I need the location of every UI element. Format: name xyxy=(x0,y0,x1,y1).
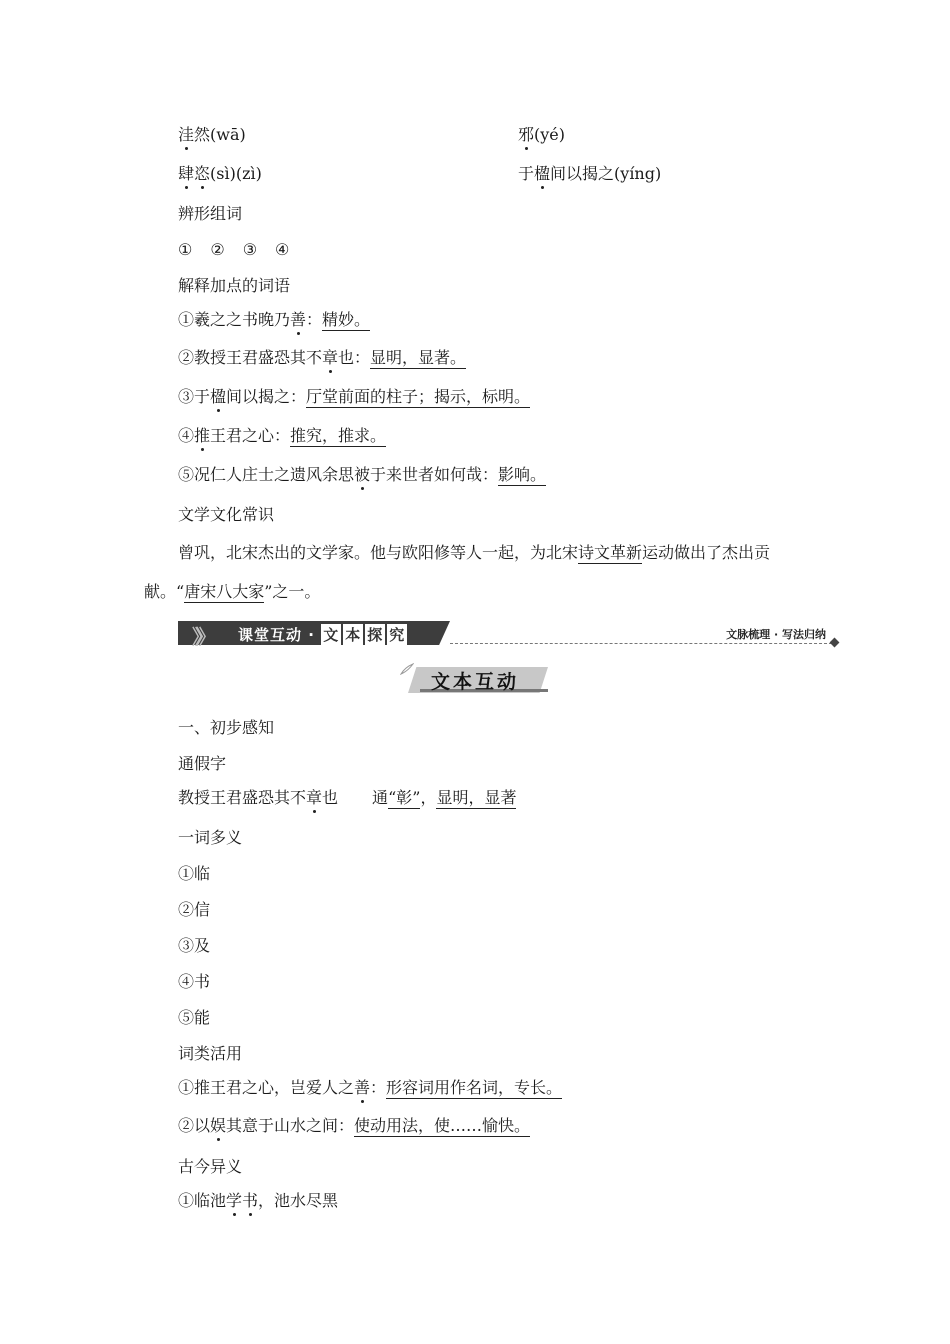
banner-sep: · xyxy=(308,626,315,644)
answer: 厅堂前面的柱子；揭示，标明。 xyxy=(306,387,531,406)
chubu-heading: 一、初步感知 xyxy=(178,718,275,737)
chevron-icon: 》》 xyxy=(192,625,210,649)
section-banner xyxy=(178,619,838,647)
circle-number: ② xyxy=(210,240,225,259)
dotted-char: 书 xyxy=(242,1191,259,1210)
para-text: 曾巩，北宋杰出的文学家。他与欧阳修等人一起，为北宋 xyxy=(178,543,579,562)
banner-title-char: 究 xyxy=(389,626,406,644)
pron-text: 然(wā) xyxy=(194,125,246,144)
jieshi-item-1 xyxy=(178,310,370,330)
item-text: 于来世者如何哉： xyxy=(370,465,499,484)
jieshi-heading: 解释加点的词语 xyxy=(178,276,291,295)
item-text: ①推王君之心，岂爱人之 xyxy=(178,1078,355,1097)
circle-number: ③ xyxy=(242,240,258,259)
item-text: 也： xyxy=(338,348,371,367)
answer: 形容词用作名词，专长。 xyxy=(386,1078,563,1097)
answer: 推究，推求。 xyxy=(290,426,387,445)
item-text: 通 xyxy=(372,788,389,807)
tongjia-item xyxy=(178,788,516,808)
item-text: ： xyxy=(306,310,323,329)
para-text: 献。“ xyxy=(144,582,185,601)
item-text: ，池水尽黑 xyxy=(258,1191,339,1210)
answer: 显明，显著。 xyxy=(370,348,467,367)
item-text: ④ xyxy=(178,426,195,445)
dotted-char: 善 xyxy=(290,310,307,329)
dotted-char: 推 xyxy=(194,426,211,445)
changshi-paragraph-line-2 xyxy=(144,582,320,602)
item-text: 教授王君盛恐其不 xyxy=(178,788,307,807)
dotted-char: 善 xyxy=(354,1078,371,1097)
jieshi-item-3 xyxy=(178,387,530,407)
dotted-char: 楹 xyxy=(534,164,551,183)
huoyong-item-2 xyxy=(178,1116,530,1136)
changshi-heading: 文学文化常识 xyxy=(178,505,275,524)
huoyong-item-1 xyxy=(178,1078,562,1098)
dotted-char: 娱 xyxy=(210,1116,227,1135)
banner-title-char: 文 xyxy=(323,626,340,644)
pron-wa xyxy=(178,125,246,145)
answer: 显明，显著 xyxy=(436,788,517,807)
circle-number: ④ xyxy=(275,240,290,259)
item-text: 也 xyxy=(322,788,339,807)
item-text: ①临池 xyxy=(178,1191,227,1210)
changshi-paragraph-line-1 xyxy=(178,543,770,563)
pron-si-zi xyxy=(178,164,262,184)
answer: 精妙。 xyxy=(322,310,371,329)
answer: 诗文革新 xyxy=(578,543,643,562)
dotted-char: 洼 xyxy=(178,125,195,144)
item-text: 间以揭之： xyxy=(226,387,307,406)
answer: 使动用法，使……愉快。 xyxy=(354,1116,531,1135)
answer: 唐宋八大家 xyxy=(184,582,265,601)
pron-text: 间以揭之(yíng) xyxy=(550,164,662,183)
item-text: ②以 xyxy=(178,1116,211,1135)
banner-title-char: 探 xyxy=(367,626,384,644)
item-text: ③于 xyxy=(178,387,211,406)
jieshi-item-5 xyxy=(178,465,546,485)
dotted-char: 恣 xyxy=(194,164,211,183)
banner-title-a: 课堂互动 xyxy=(238,626,303,644)
gujin-heading: 古今异义 xyxy=(178,1157,243,1176)
dotted-char: 学 xyxy=(226,1191,243,1210)
bianxing-circles xyxy=(178,240,307,260)
item-text: ： xyxy=(370,1078,387,1097)
bianxing-heading: 辨形组词 xyxy=(178,204,243,223)
duoyi-item-4: ④书 xyxy=(178,972,211,991)
tongjia-heading: 通假字 xyxy=(178,754,227,773)
gujin-item-1 xyxy=(178,1191,338,1211)
jieshi-item-2 xyxy=(178,348,466,368)
item-text: ⑤况仁人庄士之遗风余思 xyxy=(178,465,355,484)
duoyi-item-1: ①临 xyxy=(178,864,211,883)
dotted-char: 楹 xyxy=(210,387,227,406)
dotted-char: 被 xyxy=(354,465,371,484)
section-title: 文本互动 xyxy=(430,671,519,693)
banner-title xyxy=(238,624,409,645)
answer: “彰” xyxy=(388,788,421,807)
duoyi-item-2: ②信 xyxy=(178,900,211,919)
pron-ye xyxy=(518,125,565,145)
circle-number: ① xyxy=(178,240,193,259)
item-text: ①羲之之书晚乃 xyxy=(178,310,291,329)
dotted-char: 邪 xyxy=(518,125,535,144)
jieshi-item-4 xyxy=(178,426,386,446)
item-text: 王君之心： xyxy=(210,426,291,445)
dotted-char: 章 xyxy=(306,788,323,807)
item-text: 其意于山水之间： xyxy=(226,1116,355,1135)
banner-subtitle: 文脉梳理 · 写法归纳 xyxy=(726,628,826,641)
para-text: 运动做出了杰出贡 xyxy=(642,543,771,562)
section-heading xyxy=(400,663,550,693)
duoyi-heading: 一词多义 xyxy=(178,828,243,847)
pron-ying xyxy=(518,164,661,184)
diamond-icon xyxy=(830,638,840,648)
dotted-char: 肆 xyxy=(178,164,195,183)
pron-text: 于 xyxy=(518,164,535,183)
item-text: ②教授王君盛恐其不 xyxy=(178,348,323,367)
duoyi-item-5: ⑤能 xyxy=(178,1008,211,1027)
answer: 影响。 xyxy=(498,465,547,484)
dotted-char: 章 xyxy=(322,348,339,367)
pron-text: (sì)(zì) xyxy=(210,164,262,183)
item-text: ， xyxy=(420,788,437,807)
duoyi-item-3: ③及 xyxy=(178,936,211,955)
banner-divider xyxy=(450,643,832,644)
pron-text: (yé) xyxy=(534,125,566,144)
banner-title-char: 本 xyxy=(345,626,362,644)
para-text: ”之一。 xyxy=(264,582,321,601)
huoyong-heading: 词类活用 xyxy=(178,1044,243,1063)
